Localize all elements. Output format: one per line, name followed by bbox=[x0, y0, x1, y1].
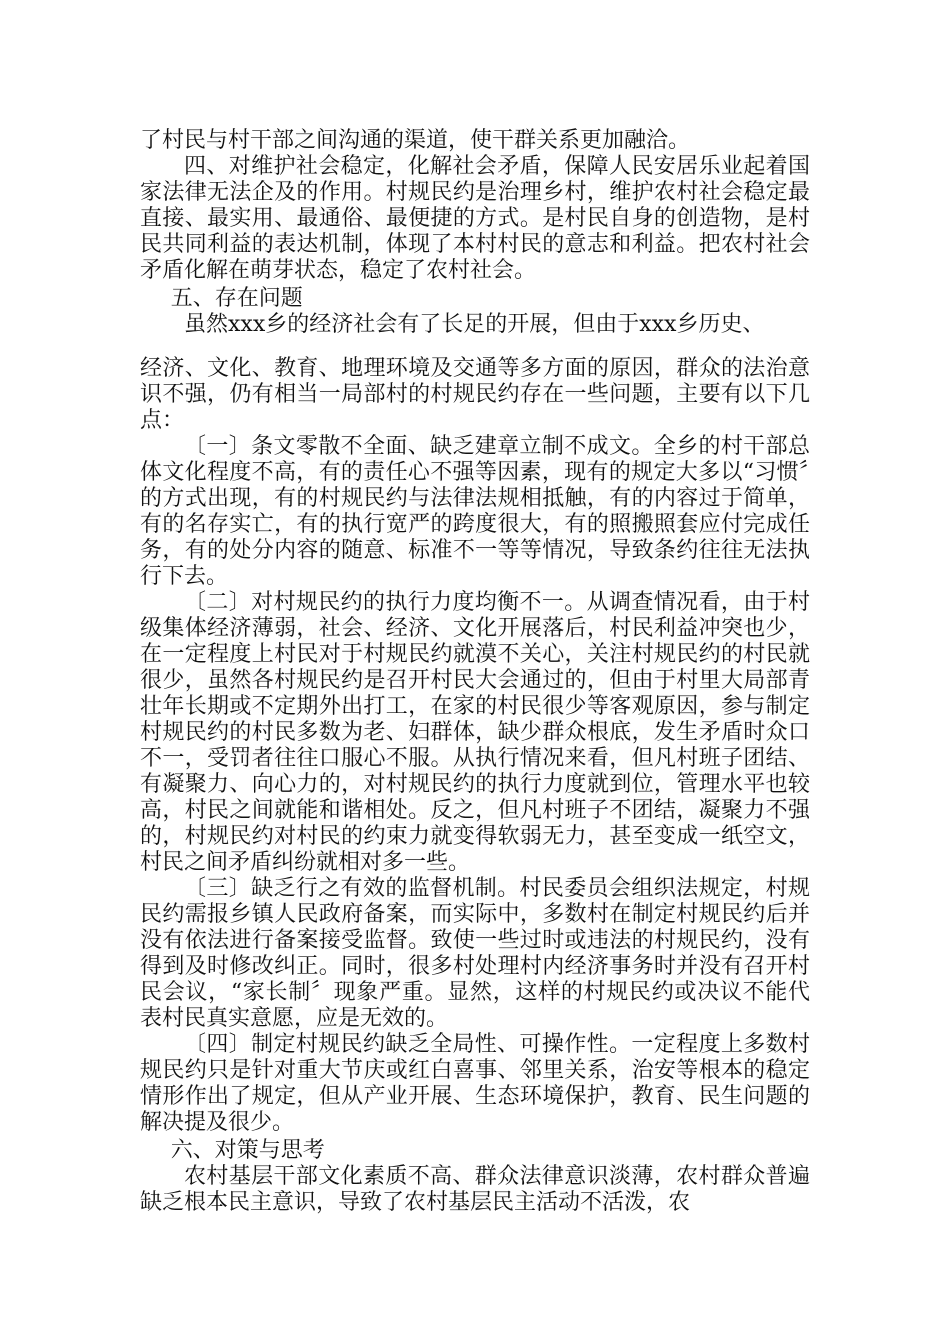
paragraph-problems-intro-continued: 经济、文化、教育、地理环境及交通等多方面的原因，群众的法治意识不强，仍有相当一局部村的村规民约存在一些问题，主要有以下几点： bbox=[140, 356, 810, 433]
paragraph-problem-four: 〔四〕制定村规民约缺乏全局性、可操作性。一定程度上多数村规民约只是针对重大节庆或红白喜事、邻里关系，治安等根本的稳定情形作出了规定，但从产业开展、生态环境保护，教育、民生问题的解决提及很少。 bbox=[140, 1032, 810, 1135]
paragraph-problems-intro: 虽然xxx乡的经济社会有了长足的开展，但由于xxx乡历史、 bbox=[184, 312, 765, 337]
paragraph-problem-three: 〔三〕缺乏行之有效的监督机制。村民委员会组织法规定，村规民约需报乡镇人民政府备案，而实际中，多数村在制定村规民约后并没有依法进行备案接受监督。致使一些过时或违法的村规民约，没有得到及时修改纠正。同时，很多村处理村内经济事务时并没有召开村民会议，“家长制〞现象严重。显然，这样的村规民约或决议不能代表村民真实意愿，应是无效的。 bbox=[140, 876, 810, 1031]
paragraph-point-four: 四、对维护社会稳定，化解社会矛盾，保障人民安居乐业起着国家法律无法企及的作用。村规民约是治理乡村，维护农村社会稳定最直接、最实用、最通俗、最便捷的方式。是村民自身的创造物，是村民共同利益的表达机制，体现了本村村民的意志和利益。把农村社会矛盾化解在萌芽状态，稳定了农村社会。 bbox=[140, 154, 810, 283]
paragraph-continuation: 了村民与村干部之间沟通的渠道，使干群关系更加融洽。 bbox=[140, 128, 691, 153]
paragraph-problem-one: 〔一〕条文零散不全面、缺乏建章立制不成文。全乡的村干部总体文化程度不高，有的责任心不强等因素，现有的规定大多以“习惯〞的方式出现，有的村规民约与法律法规相抵触，有的内容过于简单，有的名存实亡，有的执行宽严的跨度很大，有的照搬照套应付完成任务，有的处分内容的随意、标准不一等等情况，导致条约往往无法执行下去。 bbox=[140, 434, 810, 589]
document-body bbox=[140, 128, 810, 1216]
section-heading-countermeasures: 六、对策与思考 bbox=[170, 1138, 325, 1163]
section-heading-problems: 五、存在问题 bbox=[170, 286, 303, 311]
paragraph-problem-two: 〔二〕对村规民约的执行力度均衡不一。从调查情况看，由于村级集体经济薄弱，社会、经济、文化开展落后，村民利益冲突也少，在一定程度上村民对于村规民约就漠不关心，关注村规民约的村民就很少，虽然各村规民约是召开村民大会通过的，但由于村里大局部青壮年长期或不定期外出打工，在家的村民很少等客观原因，参与制定村规民约的村民多数为老、妇群体，缺少群众根底，发生矛盾时众口不一，受罚者往往口服心不服。从执行情况来看，但凡村班子团结、有凝聚力、向心力的，对村规民约的执行力度就到位，管理水平也较高，村民之间就能和谐相处。反之，但凡村班子不团结，凝聚力不强的，村规民约对村民的约束力就变得软弱无力，甚至变成一纸空文，村民之间矛盾纠纷就相对多一些。 bbox=[140, 590, 810, 875]
paragraph-countermeasures-intro: 农村基层干部文化素质不高、群众法律意识淡薄，农村群众普遍缺乏根本民主意识，导致了农村基层民主活动不活泼，农 bbox=[140, 1164, 810, 1215]
